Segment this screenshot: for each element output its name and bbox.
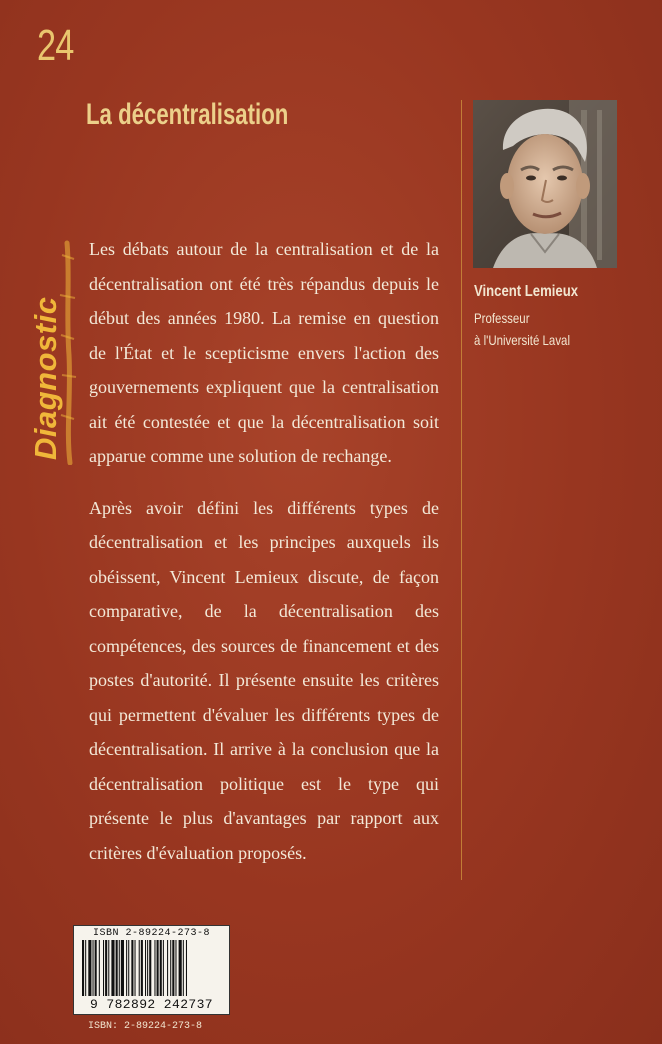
barcode-bar — [93, 940, 94, 996]
barcode-bar — [163, 940, 164, 996]
barcode-bar — [167, 940, 168, 996]
barcode-bar — [147, 940, 148, 996]
barcode-bar — [175, 940, 176, 996]
author-photo — [473, 100, 617, 268]
barcode-bar — [82, 940, 84, 996]
barcode-bar — [160, 940, 162, 996]
barcode-bar — [128, 940, 129, 996]
author-affiliation: à l'Université Laval — [474, 332, 570, 348]
barcode-bar — [179, 940, 182, 996]
barcode-bar — [131, 940, 133, 996]
barcode-bar — [116, 940, 118, 996]
barcode-icon — [80, 940, 223, 996]
author-portrait-icon — [473, 100, 617, 268]
barcode-bar — [103, 940, 104, 996]
barcode-bar — [145, 940, 146, 996]
barcode-bar — [149, 940, 151, 996]
barcode-bar — [126, 940, 127, 996]
barcode-bar — [186, 940, 187, 996]
barcode-bar — [85, 940, 86, 996]
barcode-bar — [111, 940, 114, 996]
author-name: Vincent Lemieux — [474, 283, 579, 300]
barcode-bar — [141, 940, 143, 996]
blurb-paragraph-1: Les débats autour de la centralisation et de la décentralisation ont été très répandus depuis le début des années 1980. La remise en question de l'État et le scepticisme envers l'action des gouvernements expliquent que la centralisation ait été contestée et que la décentralisation soit apparue comme une solution de rechange. — [89, 239, 439, 466]
author-role-title: Professeur — [474, 310, 530, 326]
book-title: La décentralisation — [86, 98, 289, 131]
barcode-bar — [88, 940, 91, 996]
barcode-bar — [119, 940, 120, 996]
barcode-bar — [183, 940, 184, 996]
isbn-bottom: ISBN: 2-89224-273-8 — [88, 1021, 203, 1032]
barcode-bar — [135, 940, 136, 996]
book-blurb — [89, 232, 439, 870]
barcode-bar — [170, 940, 171, 996]
series-number: 24 — [37, 21, 74, 70]
barcode-bar — [108, 940, 109, 996]
series-name: Diagnostic — [28, 296, 63, 460]
barcode-bar — [157, 940, 159, 996]
barcode-bar — [121, 940, 124, 996]
blurb-paragraph-2: Après avoir défini les différents types de décentralisation et les principes auxquels ils obéissent, Vincent Lemieux discute, de façon comparative, de la décentralisation des compétences, des sources de financement et des postes d'autorité. Il présente ensuite les critères qui permettent d'évaluer les différents types de décentralisation. Il arrive à la conclusion que la décentralisation politique est le type qui présente le plus d'avantages par rapport aux critères d'évaluation proposés. — [89, 497, 439, 863]
barcode-bar — [172, 940, 174, 996]
barcode-digits: 9 782892 242737 — [89, 997, 214, 1012]
barcode-bar — [99, 940, 100, 996]
barcode-bar — [154, 940, 155, 996]
vertical-divider — [461, 100, 462, 880]
barcode-isbn-text: ISBN 2-89224-273-8 — [92, 928, 211, 939]
barcode-bar — [139, 940, 140, 996]
barcode-bar — [95, 940, 97, 996]
barcode-label — [73, 925, 230, 1015]
barcode-bar — [105, 940, 107, 996]
